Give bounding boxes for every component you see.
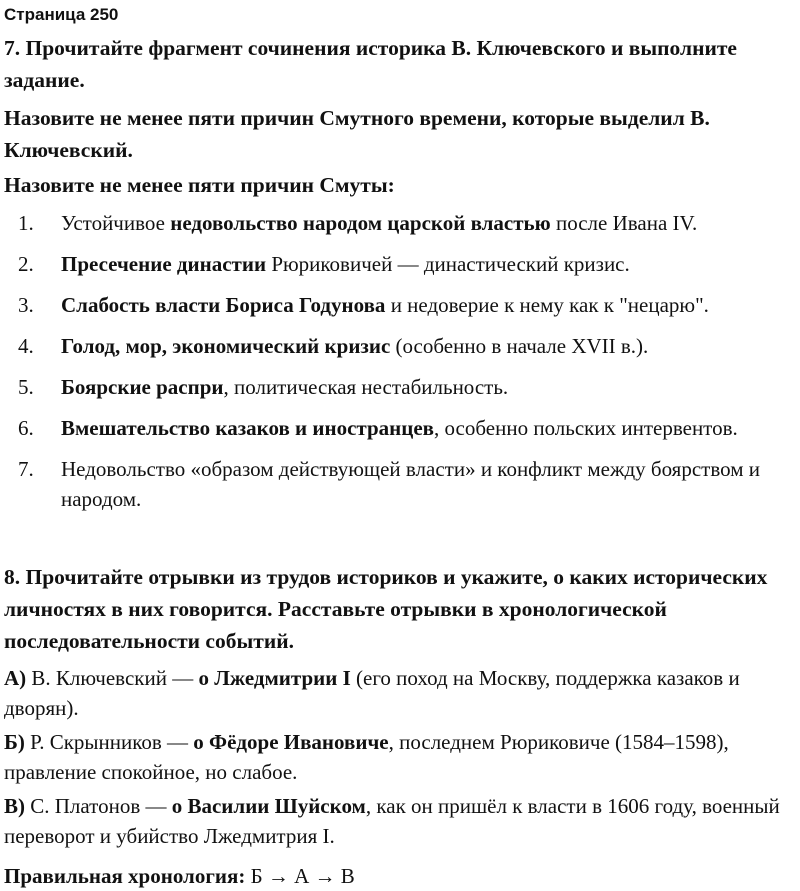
list-item-bold: Слабость власти Бориса Годунова bbox=[61, 293, 386, 317]
question-7-title: 7. Прочитайте фрагмент сочинения историка В. Ключевского и выполните задание. bbox=[4, 36, 737, 92]
list-item bbox=[4, 413, 796, 443]
list-item-pre: Недовольство «образом действующей власти» и конфликт между боярством и народом. bbox=[61, 457, 760, 511]
list-item-number: 5. bbox=[18, 375, 34, 399]
answer-subject: о Лжедмитрии I bbox=[198, 666, 351, 690]
list-item-text bbox=[61, 413, 796, 443]
list-item bbox=[4, 331, 796, 361]
answer-letter: В) bbox=[4, 794, 25, 818]
question-7 bbox=[4, 32, 796, 514]
list-item-post: и недоверие к нему как к "нецарю". bbox=[385, 293, 709, 317]
list-item bbox=[4, 249, 796, 279]
answer-rest: , последнем Рюриковиче (1584–1598), правление спокойное, но слабое. bbox=[4, 730, 729, 784]
list-item-number: 4. bbox=[18, 334, 34, 358]
list-item-text bbox=[61, 331, 796, 361]
list-item-pre: Устойчивое bbox=[61, 211, 171, 235]
answer-author: Р. Скрынников — bbox=[24, 730, 194, 754]
list-item-number: 3. bbox=[18, 293, 34, 317]
answer-rest: (его поход на Москву, поддержка казаков и дворян). bbox=[4, 666, 740, 720]
list-item-number: 2. bbox=[18, 252, 34, 276]
page-number: Страница 250 bbox=[4, 5, 119, 24]
list-item-number: 1. bbox=[18, 211, 34, 235]
question-8-title: 8. Прочитайте отрывки из трудов историков и укажите, о каких исторических личностях в них говорится. Расставьте отрывки в хронологической последовательности событий. bbox=[4, 565, 768, 653]
answer-rest: , как он пришёл к власти в 1606 году, военный переворот и убийство Лжедмитрия I. bbox=[4, 794, 780, 848]
list-item-bold: Пресечение династии bbox=[61, 252, 267, 276]
list-item-post: (особенно в начале XVII в.). bbox=[390, 334, 649, 358]
answer-letter: А) bbox=[4, 666, 27, 690]
list-item-bold: Боярские распри bbox=[61, 375, 224, 399]
list-item-number: 6. bbox=[18, 416, 34, 440]
question-7-answer-heading: Назовите не менее пяти причин Смуты: bbox=[4, 173, 395, 197]
answer-a bbox=[4, 663, 796, 723]
list-item-bold: недовольство народом царской властью bbox=[170, 211, 551, 235]
list-item-post: , особенно польских интервентов. bbox=[434, 416, 738, 440]
list-item-post: , политическая нестабильность. bbox=[223, 375, 509, 399]
list-item-text bbox=[61, 372, 796, 402]
causes-list bbox=[4, 208, 796, 514]
list-item-bold: Голод, мор, экономический кризис bbox=[61, 334, 391, 358]
question-8 bbox=[4, 561, 796, 891]
list-item bbox=[4, 454, 796, 514]
section-gap bbox=[4, 525, 796, 561]
list-item-text bbox=[61, 454, 796, 514]
answer-subject: о Василии Шуйском bbox=[171, 794, 366, 818]
list-item bbox=[4, 208, 796, 238]
list-item-text bbox=[61, 208, 796, 238]
chronology-value: Б → А → В bbox=[245, 864, 355, 888]
list-item-post: после Ивана IV. bbox=[550, 211, 698, 235]
list-item-text bbox=[61, 290, 796, 320]
list-item-number: 7. bbox=[18, 457, 34, 481]
list-item-post: Рюриковичей — династический кризис. bbox=[266, 252, 630, 276]
answer-author: В. Ключевский — bbox=[26, 666, 199, 690]
list-item-text bbox=[61, 249, 796, 279]
chronology-label: Правильная хронология: bbox=[4, 864, 246, 888]
question-7-task: Назовите не менее пяти причин Смутного времени, которые выделил В. Ключевский. bbox=[4, 106, 710, 162]
answer-b bbox=[4, 727, 796, 787]
list-item bbox=[4, 372, 796, 402]
answer-v bbox=[4, 791, 796, 851]
answer-subject: о Фёдоре Ивановиче bbox=[193, 730, 389, 754]
answer-letter: Б) bbox=[4, 730, 25, 754]
list-item-bold: Вмешательство казаков и иностранцев bbox=[61, 416, 435, 440]
answer-author: С. Платонов — bbox=[25, 794, 172, 818]
chronology bbox=[4, 861, 796, 891]
list-item bbox=[4, 290, 796, 320]
